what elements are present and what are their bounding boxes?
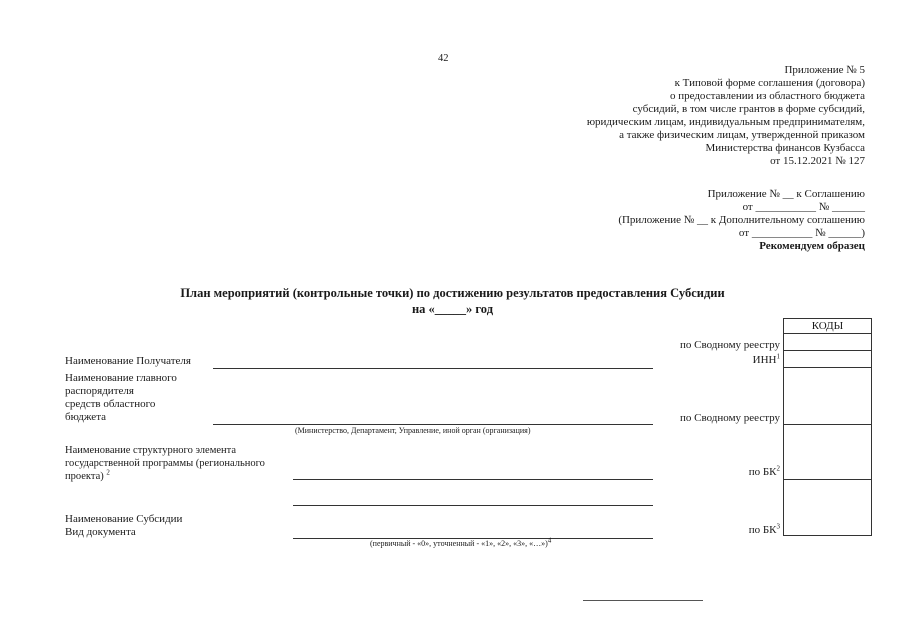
doc-type-label: Вид документа: [65, 526, 136, 538]
recipient-field-line[interactable]: [213, 368, 653, 369]
page-number: 42: [438, 53, 449, 64]
agreement-line: Приложение № __ к Соглашению: [707, 188, 865, 200]
struct-element-field-line-1[interactable]: [293, 479, 653, 480]
bk-label-1: [749, 466, 780, 479]
main-manager-line-4: бюджета: [65, 411, 107, 423]
struct-element-line-3: [65, 470, 265, 483]
code-cell-bk-2[interactable]: [783, 479, 872, 536]
doc-type-note-footnote-ref: 4: [547, 536, 552, 545]
subsidy-name-label: Наименование Субсидии: [65, 513, 183, 525]
appendix-line: юридическим лицам, индивидуальным предпринимателям,: [586, 116, 865, 128]
codes-header: КОДЫ: [783, 318, 872, 334]
appendix-block: [445, 64, 865, 168]
bk-label-2: [749, 524, 780, 537]
main-manager-label: [65, 372, 177, 424]
code-cell-bk-1[interactable]: [783, 424, 872, 480]
main-manager-line-3: средств областного: [65, 398, 156, 410]
inn-footnote-ref: 1: [776, 352, 780, 361]
agreement-line: от ___________ № ______: [742, 201, 865, 213]
struct-element-label: [65, 444, 265, 483]
struct-element-line-1: Наименование структурного элемента: [65, 445, 236, 456]
appendix-line: о предоставлении из областного бюджета: [669, 90, 865, 102]
bk-2-text: по БК: [748, 524, 777, 536]
code-cell-svod-2[interactable]: [783, 367, 872, 425]
footnote-separator: [583, 600, 703, 601]
ministry-note: (Министерство, Департамент, Управление, иной орган (организация): [295, 426, 531, 435]
bk-1-footnote-ref: 2: [776, 464, 780, 473]
document-title: [0, 285, 905, 317]
appendix-line: к Типовой форме соглашения (договора): [674, 77, 865, 89]
inn-text: ИНН: [752, 354, 777, 366]
appendix-line: Приложение № 5: [784, 64, 865, 76]
code-cell-svod-1[interactable]: [783, 333, 872, 351]
recipient-label: Наименование Получателя: [65, 355, 191, 367]
inn-label: [753, 354, 780, 367]
svod-registry-label-2: по Сводному реестру: [680, 412, 780, 424]
main-manager-field-line[interactable]: [213, 424, 653, 425]
struct-element-line-2: государственной программы (регионального: [65, 458, 265, 469]
struct-element-field-line-2[interactable]: [293, 505, 653, 506]
title-line-2: на «_____» год: [411, 302, 494, 316]
appendix-line: а также физическим лицам, утвержденной приказом: [619, 129, 865, 141]
bk-1-text: по БК: [748, 466, 777, 478]
doc-type-note: [370, 536, 552, 549]
recommended-sample-label: Рекомендуем образец: [759, 240, 865, 252]
main-manager-line-2: распорядителя: [65, 385, 134, 397]
doc-type-note-text: (первичный - «0», уточненный - «1», «2», «3», «…»): [370, 539, 548, 548]
agreement-block: [445, 188, 865, 253]
bk-2-footnote-ref: 3: [776, 522, 780, 531]
struct-element-footnote-ref: 2: [106, 468, 110, 477]
agreement-line: (Приложение № __ к Дополнительному соглашению: [618, 214, 865, 226]
struct-element-text-3: проекта): [65, 471, 104, 482]
code-cell-inn[interactable]: [783, 350, 872, 368]
appendix-line: субсидий, в том числе грантов в форме субсидий,: [632, 103, 865, 115]
svod-registry-label-1: по Сводному реестру: [680, 339, 780, 351]
agreement-line: от ___________ № ______): [738, 227, 865, 239]
appendix-line: от 15.12.2021 № 127: [770, 155, 865, 167]
title-line-1: План мероприятий (контрольные точки) по достижению результатов предоставления Субсидии: [180, 286, 725, 300]
main-manager-line-1: Наименование главного: [65, 372, 177, 384]
appendix-line: Министерства финансов Кузбасса: [705, 142, 865, 154]
